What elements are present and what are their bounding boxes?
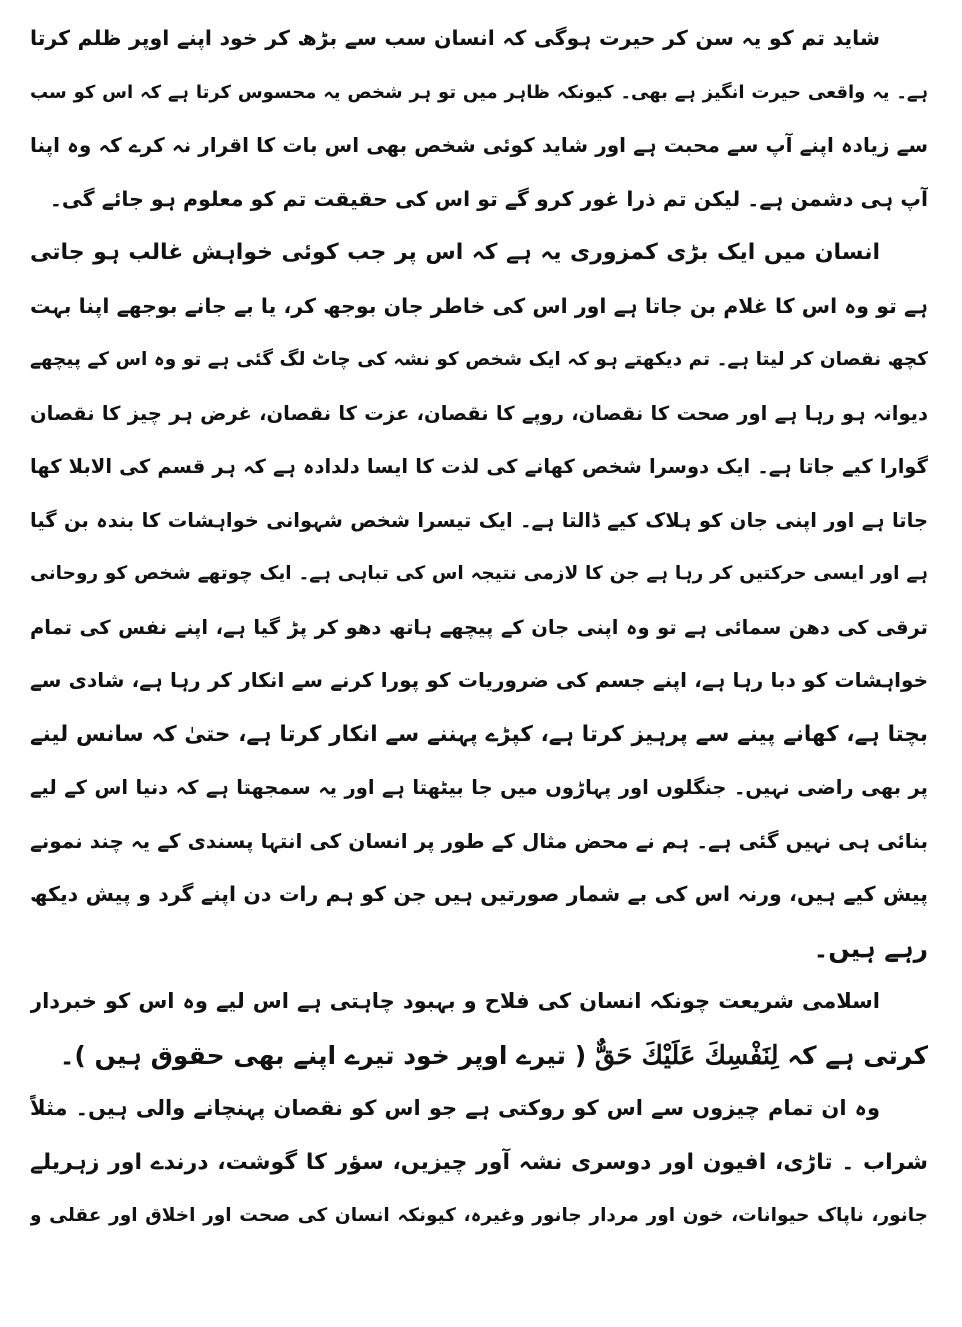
text-line: خواہشات کو دبا رہا ہے، اپنے جسم کی ضروریات کو پورا کرنے سے انکار کر رہا ہے، شادی سے xyxy=(30,668,928,692)
text-line: اسلامی شریعت چونکہ انسان کی فلاح و بہبود چاہتی ہے اس لیے وہ اس کو خبردار xyxy=(30,989,880,1013)
text-line: ہے تو وہ اس کا غلام بن جاتا ہے اور اس کی خاطر جان بوجھ کر، یا بے جانے بوجھے اپنا بہت xyxy=(30,293,928,318)
text-line: رہے ہیں۔ xyxy=(813,933,928,963)
text-line: سے زیادہ اپنے آپ سے محبت ہے اور شاید کوئی شخص بھی اس بات کا اقرار نہ کرے کہ وہ اپنا xyxy=(30,133,928,157)
text-line: دیوانہ ہو رہا ہے اور صحت کا نقصان، روپے کا نقصان، عزت کا نقصان، غرض ہر چیز کا نقصان xyxy=(30,401,928,425)
urdu-text-page xyxy=(30,12,928,1312)
text-line: کچھ نقصان کر لیتا ہے۔ تم دیکھتے ہو کہ ایک شخص کو نشہ کی چاٹ لگ گئی ہے تو وہ اس کے پیچھے xyxy=(30,349,928,370)
text-line: وہ ان تمام چیزوں سے اس کو روکتی ہے جو اس کو نقصان پہنچانے والی ہیں۔ مثلاً xyxy=(30,1096,880,1120)
text-fragment: کرتی ہے کہ xyxy=(787,1040,928,1070)
text-line: انسان میں ایک بڑی کمزوری یہ ہے کہ اس پر جب کوئی خواہش غالب ہو جاتی xyxy=(30,240,880,265)
text-line: بچتا ہے، کھانے پینے سے پرہیز کرتا ہے، کپڑے پہننے سے انکار کرتا ہے، حتیٰ کہ سانس لینے xyxy=(30,721,928,747)
text-line: بنائی ہی نہیں گئی ہے۔ ہم نے محض مثال کے طور پر انسان کی انتہا پسندی کے یہ چند نمونے xyxy=(30,828,928,853)
quote-translation: ( تیرے اوپر خود تیرے اپنے بھی حقوق ہیں )۔ xyxy=(59,1040,587,1070)
text-line: پر بھی راضی نہیں۔ جنگلوں اور پہاڑوں میں جا بیٹھتا ہے اور یہ سمجھتا ہے کہ دنیا اس کے لیے xyxy=(30,776,928,799)
text-line: ہے۔ یہ واقعی حیرت انگیز ہے بھی۔ کیونکہ ظاہر میں تو ہر شخص یہ محسوس کرتا ہے کہ اس کو سب xyxy=(30,81,928,103)
paragraph-2 xyxy=(30,226,928,975)
text-line: ہے اور ایسی حرکتیں کر رہا ہے جن کا لازمی نتیجہ اس کی تباہی ہے۔ ایک چوتھے شخص کو روحانی xyxy=(30,563,928,584)
text-line: شاید تم کو یہ سن کر حیرت ہوگی کہ انسان سب سے بڑھ کر خود اپنے اوپر ظلم کرتا xyxy=(30,26,880,50)
text-line: جاتا ہے اور اپنی جان کو ہلاک کیے ڈالتا ہے۔ ایک تیسرا شخص شہوانی خواہشات کا بندہ بن گیا xyxy=(30,508,928,532)
text-line: جانور، ناپاک حیوانات، خون اور مردار جانور وغیرہ، کیونکہ انسان کی صحت اور اخلاق اور عقلی و xyxy=(30,1205,928,1226)
text-line-with-quote xyxy=(30,1029,928,1083)
text-line: شراب ۔ تاڑی، افیون اور دوسری نشہ آور چیزیں، سؤر کا گوشت، درندے اور زہریلے xyxy=(30,1149,928,1175)
paragraph-1 xyxy=(30,12,928,226)
text-line: آپ ہی دشمن ہے۔ لیکن تم ذرا غور کرو گے تو اس کی حقیقت تم کو معلوم ہو جائے گی۔ xyxy=(49,186,928,211)
text-line: گوارا کیے جاتا ہے۔ ایک دوسرا شخص کھانے کی لذت کا ایسا دلدادہ ہے کہ ہر قسم کی الابلا کھا xyxy=(30,455,928,478)
paragraph-4 xyxy=(30,1082,928,1243)
text-line: پیش کیے ہیں، ورنہ اس کی بے شمار صورتیں ہیں جن کو ہم رات دن اپنے گرد و پیش دیکھ xyxy=(30,882,928,906)
paragraph-3 xyxy=(30,975,928,1082)
arabic-quote: لِنَفْسِكَ عَلَيْكَ حَقٌّ xyxy=(594,1040,779,1071)
text-line: ترقی کی دھن سمائی ہے تو وہ اپنی جان کے پیچھے ہاتھ دھو کر پڑ گیا ہے، اپنے نفس کی تمام xyxy=(30,615,928,639)
